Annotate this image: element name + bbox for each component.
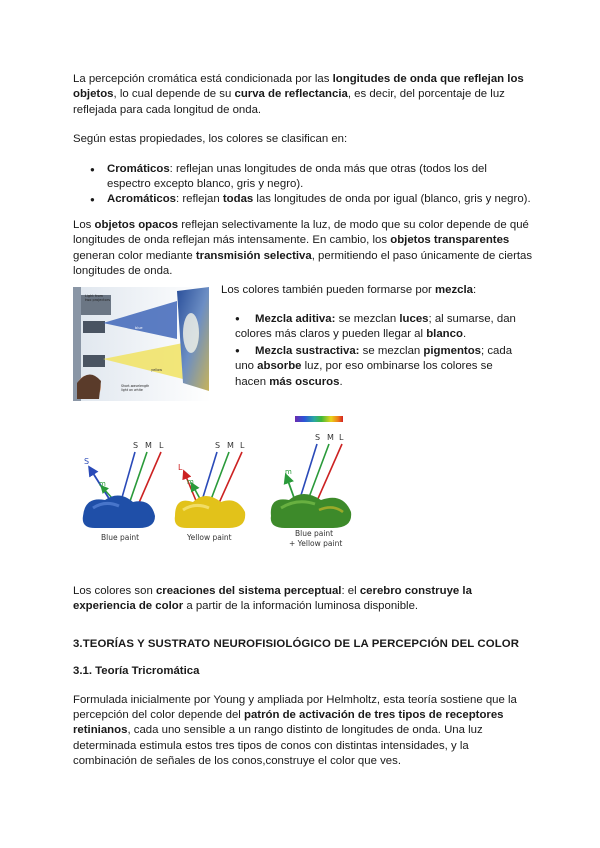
list-item-sustractiva: ● Mezcla sustractiva: se mezclan pigmentos; cada uno absorbe luz, por eso ombinarse los colores se hacen más oscuros. bbox=[235, 344, 513, 388]
paragraph-classification: Según estas propiedades, los colores se clasifican en: bbox=[73, 133, 348, 146]
svg-text:two projectors: two projectors bbox=[85, 298, 111, 303]
list-item-cromaticos: ● Cromáticos: reflejan unas longitudes de onda más que otras (todos los del espectro excepto blanco, gris y negro). bbox=[107, 162, 533, 193]
yellow-paint-label: Yellow paint bbox=[187, 533, 232, 542]
bullet-icon: ● bbox=[235, 313, 240, 323]
section-title: 3.TEORÍAS Y SUSTRATO NEUROFISIOLÓGICO DE LA PERCEPCIÓN DEL COLOR bbox=[73, 637, 520, 650]
svg-text:Short-wavelength: Short-wavelength bbox=[121, 384, 150, 389]
svg-text:blue: blue bbox=[135, 326, 143, 331]
mixing-intro: Los colores también pueden formarse por mezcla: bbox=[221, 284, 477, 297]
blue-paint-label: Blue paint bbox=[101, 533, 140, 542]
mixed-paint-label-1: Blue paint bbox=[295, 529, 334, 538]
cone-label-m-2: M bbox=[227, 441, 234, 450]
document-body bbox=[73, 72, 533, 407]
cone-label-s-1: S bbox=[133, 441, 139, 450]
mixing-section bbox=[73, 283, 533, 407]
spectrum-strip bbox=[295, 416, 343, 422]
document-body-continued bbox=[73, 584, 533, 770]
cone-label-m-1: M bbox=[145, 441, 152, 450]
bullet-icon: ● bbox=[235, 345, 240, 355]
svg-text:yellow: yellow bbox=[151, 368, 163, 373]
mixed-paint-label-2: + Yellow paint bbox=[289, 539, 343, 548]
mixing-list bbox=[221, 311, 521, 390]
svg-text:light on white: light on white bbox=[121, 388, 143, 393]
paragraph-opacos-transparentes: Los objetos opacos reflejan selectivamente la luz, de modo que su color depende de qué longitudes de onda reflejan más intensamente. En cambio, los objetos transparentes generan color mediante transmisión selectiva, permitiendo el paso únicamente de ciertas longitudes de onda. bbox=[73, 218, 533, 278]
svg-text:Light from: Light from bbox=[85, 294, 103, 299]
cone-label-l-3: L bbox=[339, 433, 344, 442]
ray-label-m-1: m bbox=[99, 480, 106, 488]
ray-label-l: L bbox=[178, 463, 183, 472]
paragraph-sistema-perceptual: Los colores son creaciones del sistema perceptual: el cerebro construye la experiencia de color a partir de la información luminosa disponible. bbox=[73, 585, 472, 613]
cone-label-s-3: S bbox=[315, 433, 321, 442]
ray-label-m-2: m bbox=[187, 478, 194, 486]
subsection-title: 3.1. Teoría Tricromática bbox=[73, 665, 200, 678]
color-classification-list bbox=[73, 162, 533, 208]
ray-label-m-3: m bbox=[285, 468, 292, 476]
list-item-aditiva: ● Mezcla aditiva: se mezclan luces; al sumarse, dan colores más claros y pueden llegar al blanco. bbox=[235, 312, 516, 341]
paragraph-reflectance: La percepción cromática está condicionada por las longitudes de onda que reflejan los objetos, lo cual depende de su curva de reflectancia, es decir, del porcentaje de luz reflejada para cada longitud de onda. bbox=[73, 73, 524, 116]
cone-label-l-2: L bbox=[240, 441, 245, 450]
cone-label-l-1: L bbox=[159, 441, 164, 450]
cone-label-s-2: S bbox=[215, 441, 221, 450]
projector-light-mixing-figure bbox=[73, 287, 211, 401]
mixing-text bbox=[221, 283, 521, 389]
paragraph-tricromatica: Formulada inicialmente por Young y ampliada por Helmholtz, esta teoría sostiene que la percepción del color depende del patrón de activación de tres tipos de receptores retinianos, cada uno sensible a un rango distinto de longitudes de onda. Una luz determinada estimula estos tres tipos de conos con distintas intensidades, y la combinación de señales de los conos,construye el color que ves. bbox=[73, 693, 517, 768]
cone-label-m-3: M bbox=[327, 433, 334, 442]
paint-reflection-figure bbox=[75, 412, 365, 554]
list-item-acromaticos: ● Acromáticos: reflejan todas las longitudes de onda por igual (blanco, gris y negro). bbox=[107, 192, 533, 207]
ray-label-s: S bbox=[84, 457, 90, 466]
